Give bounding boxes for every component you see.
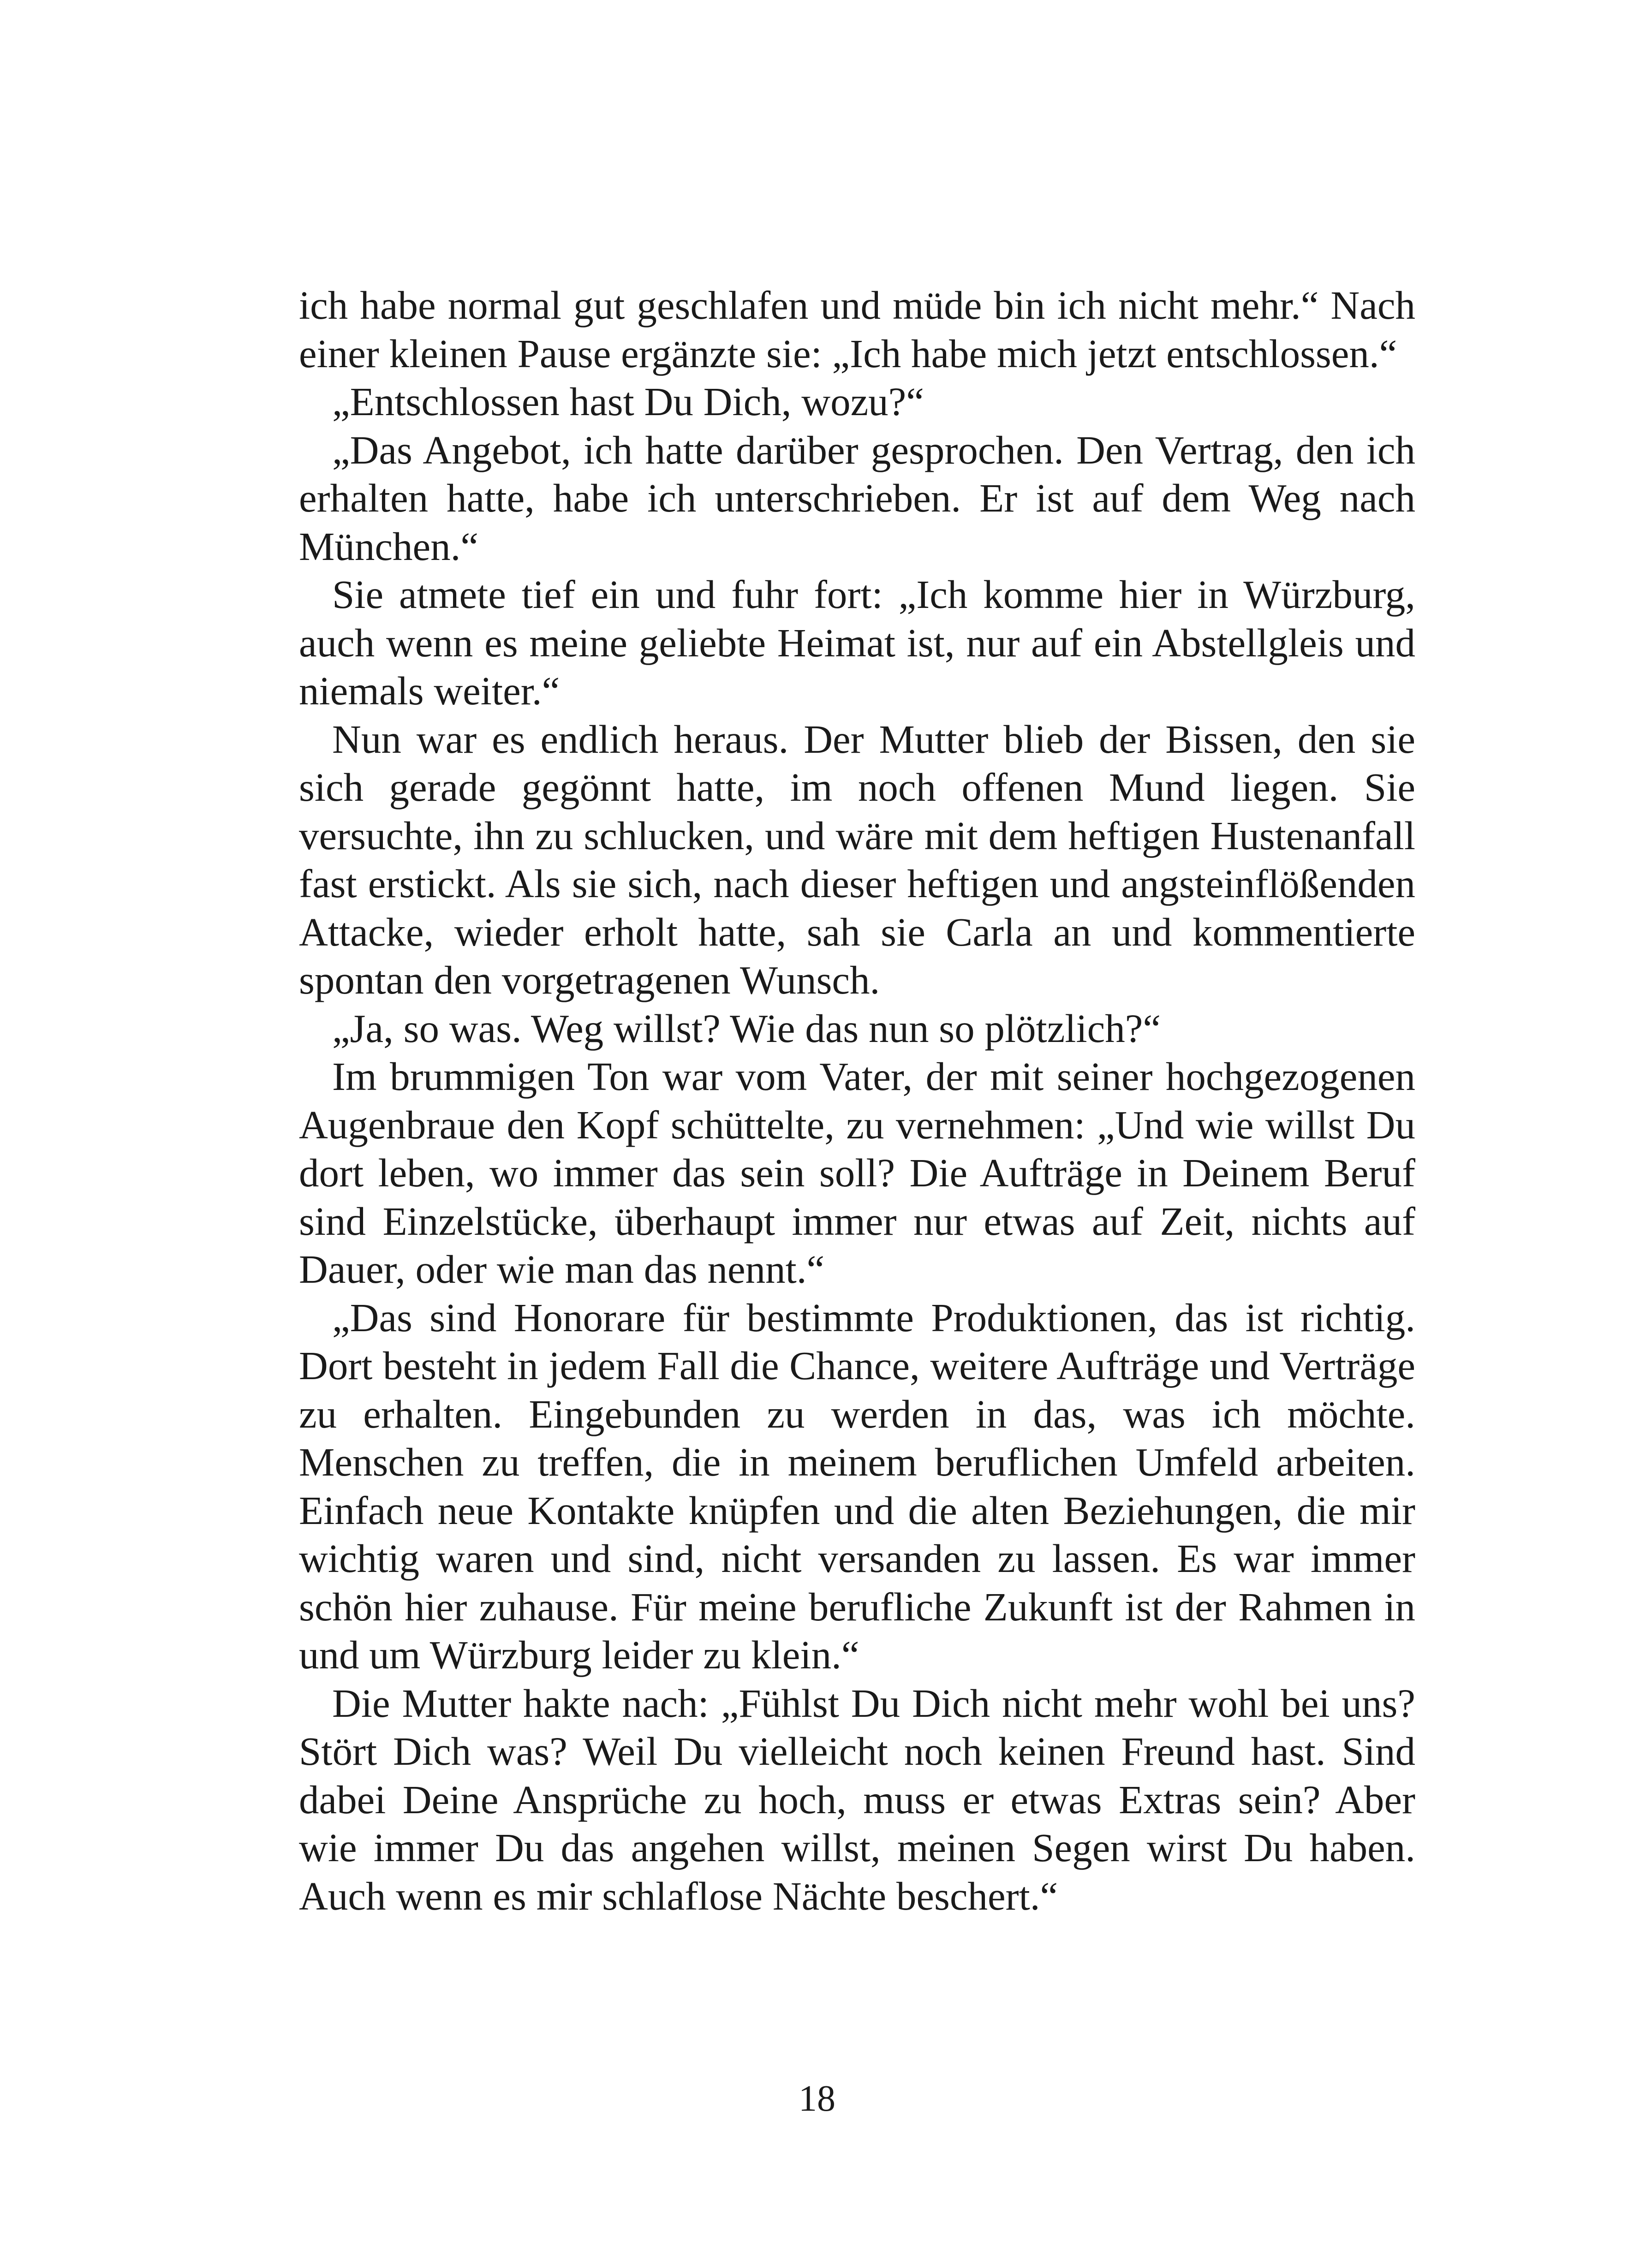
paragraph: Sie atmete tief ein und fuhr fort: „Ich komme hier in Würzburg, auch wenn es meine geliebte Heimat ist, nur auf ein Abstellgleis und niemals weiter.“	[299, 572, 1415, 713]
paragraph: „Das Angebot, ich hatte darüber gesprochen. Den Vertrag, den ich erhalten hatte, habe ich unterschrieben. Er ist auf dem Weg nach München.“	[299, 427, 1415, 569]
paragraph: „Das sind Honorare für bestimmte Produktionen, das ist richtig. Dort besteht in jedem Fall die Chance, weitere Aufträge und Verträge zu erhalten. Eingebunden zu werden in das, was ich möchte. Menschen zu treffen, die in meinem beruflichen Umfeld arbeiten. Einfach neue Kontakte knüpfen und die alten Beziehungen, die mir wichtig waren und sind, nicht versanden zu lassen. Es war immer schön hier zuhause. Für meine berufliche Zukunft ist der Rahmen in und um Würzburg leider zu klein.“	[299, 1295, 1415, 1677]
paragraph: „Ja, so was. Weg willst? Wie das nun so plötzlich?“	[332, 1006, 1161, 1051]
page-number: 18	[799, 2078, 835, 2119]
paragraph: Nun war es endlich heraus. Der Mutter blieb der Bissen, den sie sich gerade gegönnt hatte, im noch offenen Mund liegen. Sie versuchte, ihn zu schlucken, und wäre mit dem heftigen Hustenanfall fast erstickt. Als sie sich, nach dieser heftigen und angsteinflößenden Attacke, wieder erholt hatte, sah sie Carla an und kommentierte spontan den vorgetragenen Wunsch.	[299, 716, 1415, 1002]
body-text	[299, 281, 1415, 1920]
paragraph: Im brummigen Ton war vom Vater, der mit seiner hochgezogenen Augenbraue den Kopf schüttelte, zu vernehmen: „Und wie willst Du dort leben, wo immer das sein soll? Die Aufträge in Deinem Beruf sind Einzelstücke, überhaupt immer nur etwas auf Zeit, nichts auf Dauer, oder wie man das nennt.“	[299, 1054, 1415, 1292]
paragraph: Die Mutter hakte nach: „Fühlst Du Dich nicht mehr wohl bei uns? Stört Dich was? Weil Du vielleicht noch keinen Freund hast. Sind dabei Deine Ansprüche zu hoch, muss er etwas Extras sein? Aber wie immer Du das angehen willst, meinen Segen wirst Du haben. Auch wenn es mir schlaflose Nächte beschert.“	[299, 1680, 1415, 1918]
paragraph: „Entschlossen hast Du Dich, wozu?“	[332, 379, 924, 424]
paragraph: ich habe normal gut geschlafen und müde bin ich nicht mehr.“ Nach einer kleinen Pause ergänzte sie: „Ich habe mich jetzt entschlossen.“	[299, 283, 1415, 376]
